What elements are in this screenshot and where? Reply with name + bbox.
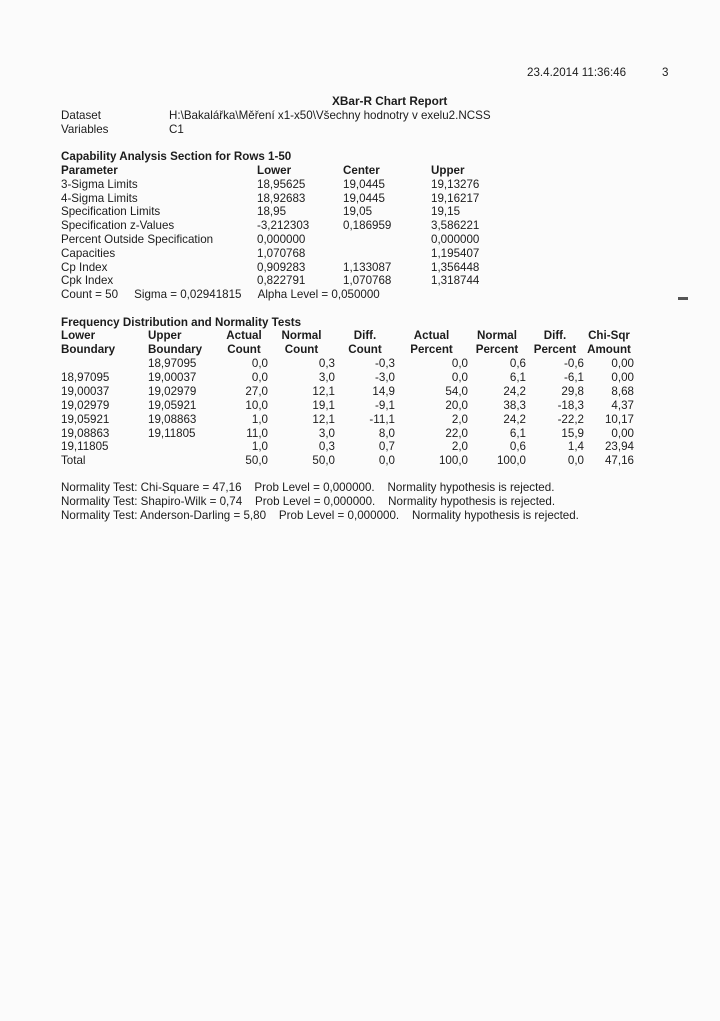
print-timestamp: 23.4.2014 11:36:46 [527, 66, 627, 79]
capability-value-cell: 0,000000 [257, 232, 306, 246]
frequency-cell: 19,02979 [148, 384, 197, 398]
frequency-row [61, 427, 634, 441]
frequency-cell: 29,8 [561, 384, 584, 398]
normality-test-anderson-darling: Normality Test: Anderson-Darling = 5,80 Prob Level = 0,000000. Normality hypothesis is rejected. [61, 509, 579, 522]
col-header-upper: Upper [431, 164, 465, 177]
capability-value-cell: -3,212303 [257, 219, 310, 233]
frequency-cell: Total [61, 454, 86, 468]
frequency-cell: 19,08863 [148, 412, 197, 426]
capability-value-cell: 18,95625 [257, 177, 306, 191]
frequency-cell: 20,0 [445, 398, 468, 412]
capability-parameter-cell: Capacities [61, 246, 116, 260]
frequency-cell: 19,05921 [148, 398, 197, 412]
frequency-cell: 100,0 [438, 454, 468, 468]
capability-header-row [61, 164, 511, 178]
frequency-cell: 6,1 [509, 370, 526, 384]
normality-tests [61, 481, 579, 523]
frequency-row [61, 454, 634, 468]
capability-row [61, 233, 511, 247]
frequency-row [61, 399, 634, 413]
frequency-cell: 0,0 [567, 454, 584, 468]
dataset-value: H:\Bakalářka\Měření x1-x50\Všechny hodnotry v exelu2.NCSS [169, 109, 491, 122]
capability-row [61, 274, 511, 288]
frequency-cell: -22,2 [557, 412, 584, 426]
frequency-cell: 1,4 [567, 440, 584, 454]
frequency-cell: 0,7 [378, 440, 395, 454]
capability-value-cell: 19,05 [343, 205, 373, 219]
normality-test-shapiro-wilk: Normality Test: Shapiro-Wilk = 0,74 Prob Level = 0,000000. Normality hypothesis is rejected. [61, 495, 556, 508]
frequency-row [61, 385, 634, 399]
capability-row [61, 178, 511, 192]
frequency-cell: 1,0 [251, 412, 268, 426]
frequency-cell [148, 440, 220, 454]
capability-value-cell: 0,000000 [431, 232, 480, 246]
capability-parameter-cell: Cp Index [61, 260, 108, 274]
capability-value-cell: 1,195407 [431, 246, 480, 260]
col-header-actual-percent: Actual Percent [410, 329, 453, 356]
frequency-cell: 12,1 [312, 384, 335, 398]
frequency-cell: 10,0 [245, 398, 268, 412]
col-header-chi-sqr-amount: Chi-Sqr Amount [587, 329, 631, 356]
frequency-cell: -18,3 [557, 398, 584, 412]
frequency-cell: 4,37 [611, 398, 634, 412]
frequency-cell: -6,1 [564, 370, 584, 384]
frequency-table [61, 329, 634, 468]
capability-table [61, 164, 511, 288]
frequency-cell: 0,00 [611, 370, 634, 384]
capability-value-cell: 18,92683 [257, 191, 306, 205]
scan-mark: ▬ [678, 292, 688, 303]
frequency-cell: 24,2 [503, 412, 526, 426]
frequency-cell: 10,17 [604, 412, 634, 426]
frequency-cell: 19,02979 [61, 398, 110, 412]
frequency-cell: 0,3 [318, 357, 335, 370]
capability-parameter-cell: Specification Limits [61, 205, 161, 219]
col-header-lower: Lower [257, 164, 292, 177]
frequency-cell: 18,97095 [148, 357, 197, 370]
frequency-cell: 8,68 [611, 384, 634, 398]
capability-section-title: Capability Analysis Section for Rows 1-50 [61, 150, 292, 163]
frequency-cell: 19,08863 [61, 426, 110, 440]
frequency-cell [148, 454, 220, 468]
frequency-cell: 19,05921 [61, 412, 110, 426]
frequency-cell: 12,1 [312, 412, 335, 426]
col-header-upper-boundary: Upper Boundary [148, 329, 203, 356]
alpha-text: Alpha Level = 0,050000 [257, 288, 380, 301]
capability-row [61, 261, 511, 275]
frequency-cell: -0,6 [564, 357, 584, 370]
frequency-cell: 0,0 [251, 357, 268, 370]
frequency-cell: 50,0 [245, 454, 268, 468]
frequency-cell: -0,3 [375, 357, 395, 370]
capability-value-cell: 3,586221 [431, 219, 480, 233]
frequency-cell: 8,0 [378, 426, 395, 440]
capability-parameter-cell: 4-Sigma Limits [61, 191, 138, 205]
frequency-cell: 0,3 [318, 440, 335, 454]
frequency-cell: 47,16 [604, 454, 634, 468]
col-header-diff-count: Diff. Count [348, 329, 382, 356]
col-header-diff-percent: Diff. Percent [533, 329, 577, 356]
normality-test-chi-square: Normality Test: Chi-Square = 47,16 Prob Level = 0,000000. Normality hypothesis is rejected. [61, 481, 555, 494]
frequency-cell: 15,9 [561, 426, 584, 440]
capability-value-cell: 19,13276 [431, 177, 480, 191]
capability-value-cell: 1,356448 [431, 260, 480, 274]
frequency-cell: 0,00 [611, 426, 634, 440]
col-header-parameter: Parameter [61, 164, 118, 177]
frequency-cell: 27,0 [245, 384, 268, 398]
frequency-cell: 19,11805 [148, 426, 196, 440]
frequency-cell: 100,0 [496, 454, 526, 468]
report-title: XBar-R Chart Report [332, 94, 448, 108]
frequency-cell: 23,94 [604, 440, 634, 454]
capability-value-cell: 1,070768 [343, 274, 392, 288]
frequency-cell: 6,1 [509, 426, 526, 440]
frequency-row [61, 440, 634, 454]
frequency-cell: 3,0 [318, 426, 335, 440]
frequency-cell: 22,0 [445, 426, 468, 440]
frequency-cell: 19,11805 [61, 440, 109, 454]
frequency-cell: 38,3 [503, 398, 526, 412]
capability-value-cell: 19,0445 [343, 191, 385, 205]
frequency-row [61, 357, 634, 371]
page-number: 3 [662, 66, 669, 79]
frequency-row [61, 413, 634, 427]
capability-value-cell: 0,822791 [257, 274, 306, 288]
frequency-cell: 0,0 [451, 357, 468, 370]
variables-value: C1 [169, 123, 184, 136]
frequency-cell: -11,1 [369, 412, 395, 426]
frequency-cell: 50,0 [312, 454, 335, 468]
frequency-cell: 11,0 [246, 426, 268, 440]
capability-row [61, 205, 511, 219]
capability-value-cell: 19,0445 [343, 177, 385, 191]
frequency-cell: 19,00037 [61, 384, 110, 398]
frequency-cell: 14,9 [372, 384, 395, 398]
capability-value-cell: 0,186959 [343, 219, 392, 233]
frequency-cell: 0,0 [251, 370, 268, 384]
sigma-text: Sigma = 0,02941815 [134, 288, 242, 301]
frequency-cell: 2,0 [451, 440, 468, 454]
frequency-cell: 1,0 [251, 440, 268, 454]
col-header-lower-boundary: Lower Boundary [61, 329, 116, 356]
frequency-header-row [61, 329, 634, 357]
capability-value-cell: 1,133087 [343, 260, 392, 274]
capability-row [61, 219, 511, 233]
frequency-cell: 19,00037 [148, 370, 197, 384]
frequency-cell: 0,6 [509, 357, 526, 370]
capability-parameter-cell: Percent Outside Specification [61, 232, 214, 246]
count-sigma-alpha-line [61, 288, 380, 301]
col-header-normal-percent: Normal Percent [475, 329, 519, 356]
col-header-actual-count: Actual Count [226, 329, 262, 356]
frequency-cell: 0,6 [509, 440, 526, 454]
capability-value-cell: 0,909283 [257, 260, 306, 274]
dataset-label: Dataset [61, 109, 101, 122]
capability-value-cell: 19,16217 [431, 191, 480, 205]
frequency-cell: 2,0 [451, 412, 468, 426]
frequency-cell: 0,0 [451, 370, 468, 384]
frequency-row [61, 371, 634, 385]
capability-parameter-cell: Cpk Index [61, 274, 114, 288]
frequency-cell [61, 357, 148, 371]
frequency-cell: 19,1 [312, 398, 335, 412]
capability-value-cell: 19,15 [431, 205, 461, 219]
capability-parameter-cell: 3-Sigma Limits [61, 177, 138, 191]
variables-label: Variables [61, 123, 109, 136]
capability-row [61, 192, 511, 206]
frequency-cell: 54,0 [445, 384, 468, 398]
capability-value-cell: 1,070768 [257, 246, 306, 260]
count-text: Count = 50 [61, 288, 119, 301]
frequency-cell: 3,0 [318, 370, 335, 384]
frequency-cell: -3,0 [375, 370, 395, 384]
capability-value-cell [343, 247, 431, 261]
frequency-cell: 0,0 [378, 454, 395, 468]
col-header-normal-count: Normal Count [281, 329, 322, 356]
frequency-cell: 0,00 [611, 357, 634, 370]
capability-parameter-cell: Specification z-Values [61, 219, 175, 233]
capability-value-cell: 18,95 [257, 205, 287, 219]
frequency-cell: -9,1 [375, 398, 395, 412]
frequency-cell: 24,2 [503, 384, 526, 398]
col-header-center: Center [343, 164, 380, 177]
capability-value-cell [343, 233, 431, 247]
capability-row [61, 247, 511, 261]
frequency-cell: 18,97095 [61, 370, 110, 384]
frequency-section-title: Frequency Distribution and Normality Tests [61, 316, 302, 329]
capability-value-cell: 1,318744 [431, 274, 480, 288]
